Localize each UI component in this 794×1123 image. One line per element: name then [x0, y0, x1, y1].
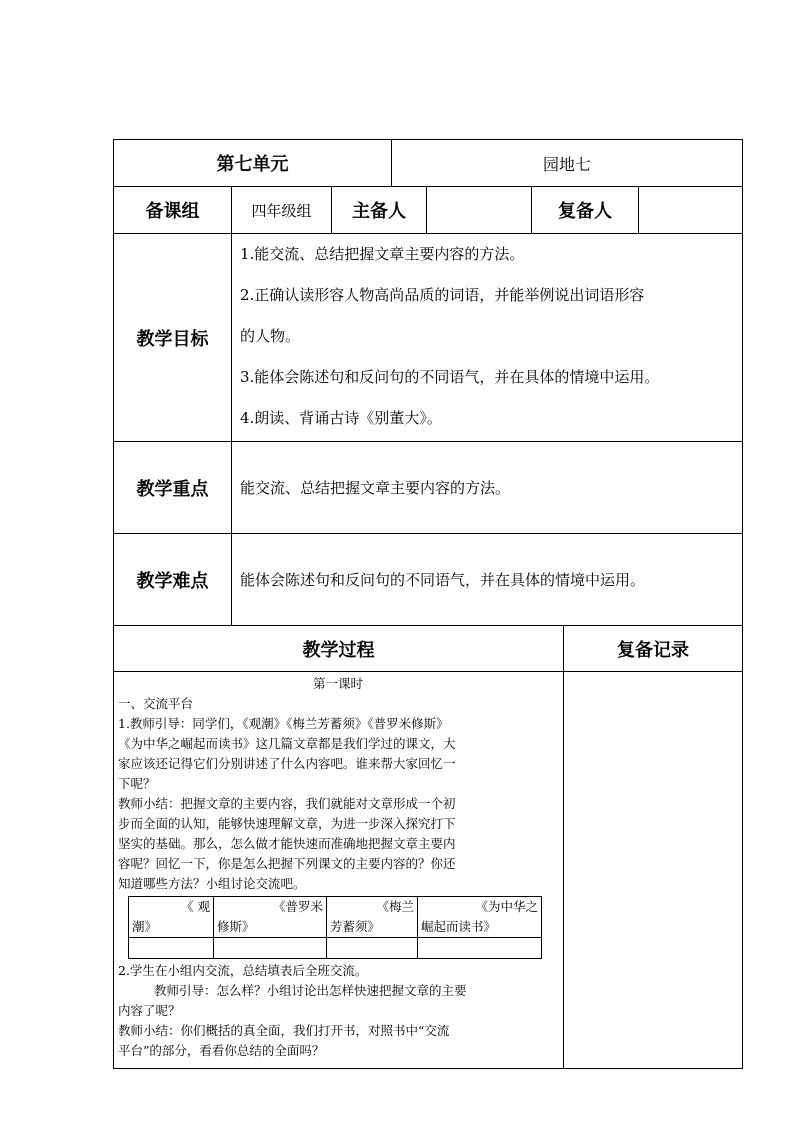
process-line: 坚实的基础。那么，怎么做才能快速而准确地把握文章主要内 [118, 836, 456, 851]
table-cell [214, 938, 327, 959]
table-cell: 《梅兰 芳蓄须》 [327, 897, 418, 938]
table-cell [129, 938, 214, 959]
review-value-cell [639, 187, 742, 233]
main-value-cell [427, 187, 532, 233]
group-value-cell [232, 187, 332, 233]
objectives-content [232, 234, 742, 441]
group-label-cell [114, 187, 232, 233]
unit-title: 第七单元 [216, 154, 289, 175]
process-line: 教师小结：把握文章的主要内容，我们就能对文章形成一个初 [118, 796, 456, 811]
table-cell [418, 938, 542, 959]
section-title: 一、交流平台 [118, 696, 194, 711]
objective-line: 2.正确认读形容人物高尚品质的词语，并能举例说出词语形容 [240, 286, 645, 304]
process-header-row [114, 626, 742, 672]
process-line: 家应该还记得它们分别讲述了什么内容吧。谁来帮大家回忆一 [118, 756, 456, 771]
method-table [128, 896, 542, 959]
keypoint-row [114, 442, 742, 534]
objectives-label-cell [114, 234, 232, 441]
process-line: 下呢？ [118, 776, 156, 791]
process-header: 教学过程 [302, 639, 375, 661]
process-line: 教师小结：你们概括的真全面，我们打开书，对照书中“交流 [118, 1023, 450, 1038]
keypoint-label-cell [114, 442, 232, 533]
review-label-cell [532, 187, 639, 233]
table-row [129, 938, 542, 959]
objective-line: 1.能交流、总结把握文章主要内容的方法。 [240, 245, 525, 263]
difficulty-text: 能体会陈述句和反问句的不同语气，并在具体的情境中运用。 [240, 571, 646, 589]
main-preparer-label: 主备人 [352, 201, 406, 222]
difficulty-label: 教学难点 [136, 570, 209, 592]
table-cell [327, 938, 418, 959]
process-line: 知道哪些方法？小组讨论交流吧。 [118, 876, 306, 891]
process-header-cell [114, 626, 564, 671]
review-record-cell [564, 672, 742, 1068]
lesson-title: 园地七 [542, 154, 591, 174]
process-content-row [114, 672, 742, 1068]
header-row [114, 140, 742, 187]
table-cell: 《普罗米 修斯》 [214, 897, 327, 938]
review-preparer-label: 复备人 [558, 201, 612, 222]
lesson-cell [392, 140, 742, 186]
objectives-label: 教学目标 [136, 328, 209, 350]
group-value: 四年级组 [251, 201, 312, 220]
process-content [114, 672, 564, 1061]
process-line: 《为中华之崛起而读书》这几篇文章都是我们学过的课文，大 [118, 736, 456, 751]
table-cell: 《为中华之 崛起而读书》 [418, 897, 542, 938]
review-record-header-cell [564, 626, 742, 671]
process-line: 2.学生在小组内交流，总结填表后全班交流。 [118, 963, 368, 978]
process-line: 容呢？回忆一下，你是怎么把握下列课文的主要内容的？你还 [118, 856, 456, 871]
objective-line: 的人物。 [240, 327, 301, 345]
unit-cell [114, 140, 392, 186]
process-content-cell [114, 672, 564, 1068]
keypoint-text: 能交流、总结把握文章主要内容的方法。 [240, 479, 511, 497]
process-line: 内容了呢？ [118, 1003, 181, 1018]
objective-line: 3.能体会陈述句和反问句的不同语气，并在具体的情境中运用。 [240, 368, 660, 386]
process-line: 步而全面的认知，能够快速理解文章，为进一步深入探究打下 [118, 816, 456, 831]
review-record-header: 复备记录 [617, 639, 689, 661]
process-line: 1.教师引导：同学们，《观潮》《梅兰芳蓄须》《普罗米修斯》 [118, 716, 449, 731]
difficulty-label-cell [114, 534, 232, 625]
session-title: 第一课时 [312, 676, 363, 691]
objectives-row [114, 234, 742, 442]
lesson-plan-table [113, 139, 743, 1069]
difficulty-content [232, 534, 742, 625]
info-row [114, 187, 742, 234]
process-line: 平台”的部分，看看你总结的全面吗？ [118, 1043, 325, 1058]
group-label: 备课组 [145, 201, 200, 222]
table-cell: 《 观 潮》 [129, 897, 214, 938]
table-row [129, 897, 542, 938]
main-label-cell [332, 187, 427, 233]
keypoint-content [232, 442, 742, 533]
process-line: 教师引导：怎么样？小组讨论出怎样快速把握文章的主要 [154, 983, 467, 998]
difficulty-row [114, 534, 742, 626]
keypoint-label: 教学重点 [136, 478, 209, 500]
objective-line: 4.朗读、背诵古诗《别董大》。 [240, 409, 442, 427]
